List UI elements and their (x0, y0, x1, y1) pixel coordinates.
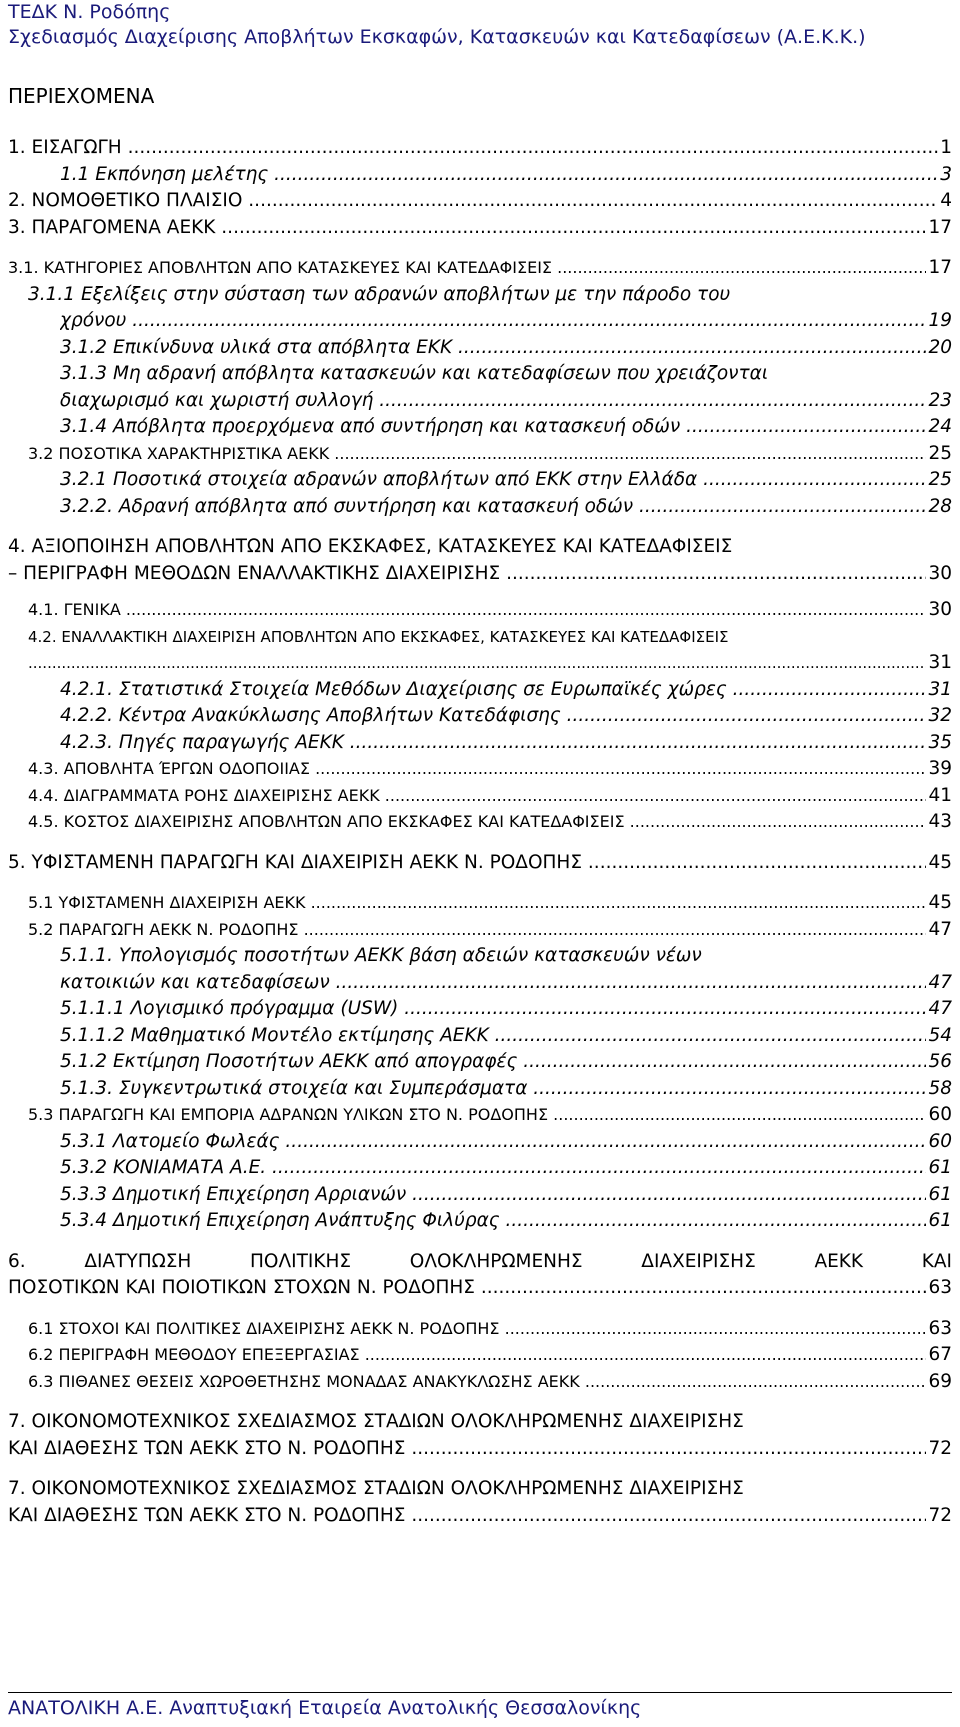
toc-entry[interactable]: 3. ΠΑΡΑΓΟΜΕΝΑ ΑΕΚΚ ..... 17 (8, 215, 952, 242)
toc-entry[interactable]: 5.3.1 Λατομείο Φωλεάς ..... 60 (8, 1129, 952, 1156)
toc-entry[interactable]: 1.1 Εκπόνηση μελέτης ..... 3 (8, 162, 952, 189)
toc-entry[interactable]: 3.1.3 Μη αδρανή απόβλητα κατασκευών και κατεδαφίσεων που χρειάζονται διαχωρισμό και χωριστή συλλογή ..... 23 (8, 361, 952, 414)
toc-entry[interactable]: 5.1 ΥΦΙΣΤΑΜΕΝΗ ΔΙΑΧΕΙΡΙΣΗ ΑΕΚΚ ..... 45 (8, 890, 952, 917)
toc-entry[interactable]: 5.1.1. Υπολογισμός ποσοτήτων ΑΕΚΚ βάση αδειών κατασκευών νέων κατοικιών και κατεδαφίσεων ..... 47 (8, 943, 952, 996)
toc-entry[interactable]: 1. ΕΙΣΑΓΩΓΗ ..... 1 (8, 135, 952, 162)
toc-entry[interactable]: 4. ΑΞΙΟΠΟΙΗΣΗ ΑΠΟΒΛΗΤΩΝ ΑΠΟ ΕΚΣΚΑΦΕΣ, ΚΑΤΑΣΚΕΥΕΣ ΚΑΙ ΚΑΤΕΔΑΦΙΣΕΙΣ – ΠΕΡΙΓΡΑΦΗ ΜΕΘΟΔΩΝ ΕΝΑΛΛΑΚΤΙΚΗΣ ΔΙΑΧΕΙΡΙΣΗΣ ..... 30 (8, 534, 952, 587)
document-footer: ΑΝΑΤΟΛΙΚΗ Α.Ε. Αναπτυξιακή Εταιρεία Ανατολικής Θεσσαλονίκης (8, 1697, 642, 1719)
toc-entry[interactable]: 4.3. ΑΠΟΒΛΗΤΑ ΈΡΓΩΝ ΟΔΟΠΟΙΙΑΣ ..... 39 (8, 756, 952, 783)
toc-entry[interactable]: 3.2 ΠΟΣΟΤΙΚΑ ΧΑΡΑΚΤΗΡΙΣΤΙΚΑ ΑΕΚΚ ..... 25 (8, 441, 952, 468)
toc-entry[interactable]: 2. ΝΟΜΟΘΕΤΙΚΟ ΠΛΑΙΣΙΟ ..... 4 (8, 188, 952, 215)
document-header (8, 0, 866, 50)
toc-entry[interactable]: 5.3.4 Δημοτική Επιχείρηση Ανάπτυξης Φιλύρας ..... 61 (8, 1208, 952, 1235)
toc-entry[interactable]: 3.1. ΚΑΤΗΓΟΡΙΕΣ ΑΠΟΒΛΗΤΩΝ ΑΠΟ ΚΑΤΑΣΚΕΥΕΣ ΚΑΙ ΚΑΤΕΔΑΦΙΣΕΙΣ ..... 17 (8, 255, 952, 282)
toc-entry[interactable]: 5.1.1.1 Λογισμικό πρόγραμμα (USW) ..... 47 (8, 996, 952, 1023)
toc-entry[interactable]: 6. ΔΙΑΤΥΠΩΣΗ ΠΟΛΙΤΙΚΗΣ ΟΛΟΚΛΗΡΩΜΕΝΗΣ ΔΙΑΧΕΙΡΙΣΗΣ ΑΕΚΚ ΚΑΙ ΠΟΣΟΤΙΚΩΝ ΚΑΙ ΠΟΙΟΤΙΚΩΝ ΣΤΟΧΩΝ Ν. ΡΟΔΟΠΗΣ ..... 63 (8, 1249, 952, 1302)
toc-entry[interactable]: 5.1.2 Εκτίμηση Ποσοτήτων ΑΕΚΚ από απογραφές ..... 56 (8, 1049, 952, 1076)
toc-entry[interactable]: 5.3.2 ΚΟΝΙΑΜΑΤΑ Α.Ε. ..... 61 (8, 1155, 952, 1182)
toc-entry[interactable]: 4.2.2. Κέντρα Ανακύκλωσης Αποβλήτων Κατεδάφισης ..... 32 (8, 703, 952, 730)
toc-entry[interactable]: 5.3.3 Δημοτική Επιχείρηση Αρριανών ..... 61 (8, 1182, 952, 1209)
toc-entry[interactable]: 6.2 ΠΕΡΙΓΡΑΦΗ ΜΕΘΟΔΟΥ ΕΠΕΞΕΡΓΑΣΙΑΣ ..... 67 (8, 1342, 952, 1369)
toc-entry[interactable]: 4.2.1. Στατιστικά Στοιχεία Μεθόδων Διαχείρισης σε Ευρωπαϊκές χώρες ..... 31 (8, 677, 952, 704)
toc-entry[interactable]: 4.1. ΓΕΝΙΚΑ ..... 30 (8, 597, 952, 624)
toc-entry[interactable]: 5. ΥΦΙΣΤΑΜΕΝΗ ΠΑΡΑΓΩΓΗ ΚΑΙ ΔΙΑΧΕΙΡΙΣΗ ΑΕΚΚ Ν. ΡΟΔΟΠΗΣ ..... 45 (8, 850, 952, 877)
toc-entry[interactable]: 4.5. ΚΟΣΤΟΣ ΔΙΑΧΕΙΡΙΣΗΣ ΑΠΟΒΛΗΤΩΝ ΑΠΟ ΕΚΣΚΑΦΕΣ ΚΑΙ ΚΑΤΕΔΑΦΙΣΕΙΣ ..... 43 (8, 809, 952, 836)
toc-entry[interactable]: 5.3 ΠΑΡΑΓΩΓΗ ΚΑΙ ΕΜΠΟΡΙΑ ΑΔΡΑΝΩΝ ΥΛΙΚΩΝ ΣΤΟ Ν. ΡΟΔΟΠΗΣ ..... 60 (8, 1102, 952, 1129)
toc-entry[interactable]: 3.1.4 Απόβλητα προερχόμενα από συντήρηση και κατασκευή οδών ..... 24 (8, 414, 952, 441)
toc-entry[interactable]: 3.2.1 Ποσοτικά στοιχεία αδρανών αποβλήτων από ΕΚΚ στην Ελλάδα ..... 25 (8, 467, 952, 494)
page-title: ΠΕΡΙΕΧΟΜΕΝΑ (8, 84, 155, 108)
toc-entry[interactable]: 3.1.1 Εξελίξεις στην σύσταση των αδρανών αποβλήτων με την πάροδο του χρόνου ..... 19 (8, 282, 952, 335)
toc-entry[interactable]: 4.4. ΔΙΑΓΡΑΜΜΑΤΑ ΡΟΗΣ ΔΙΑΧΕΙΡΙΣΗΣ ΑΕΚΚ ..... 41 (8, 783, 952, 810)
toc-entry[interactable]: 3.1.2 Επικίνδυνα υλικά στα απόβλητα ΕΚΚ ..... 20 (8, 335, 952, 362)
toc-entry[interactable]: 5.1.1.2 Μαθηματικό Μοντέλο εκτίμησης ΑΕΚΚ ..... 54 (8, 1023, 952, 1050)
header-project-title: Σχεδιασμός Διαχείρισης Αποβλήτων Εκσκαφών, Κατασκευών και Κατεδαφίσεων (Α.Ε.Κ.Κ.) (8, 26, 866, 48)
toc-entry[interactable]: 4.2.3. Πηγές παραγωγής ΑΕΚΚ ..... 35 (8, 730, 952, 757)
toc-entry[interactable]: 6.1 ΣΤΟΧΟΙ ΚΑΙ ΠΟΛΙΤΙΚΕΣ ΔΙΑΧΕΙΡΙΣΗΣ ΑΕΚΚ Ν. ΡΟΔΟΠΗΣ ..... 63 (8, 1316, 952, 1343)
header-organization: ΤΕΔΚ Ν. Ροδόπης (8, 1, 171, 23)
toc-entry[interactable]: 4.2. ΕΝΑΛΛΑΚΤΙΚΗ ΔΙΑΧΕΙΡΙΣΗ ΑΠΟΒΛΗΤΩΝ ΑΠΟ ΕΚΣΚΑΦΕΣ, ΚΑΤΑΣΚΕΥΕΣ ΚΑΙ ΚΑΤΕΔΑΦΙΣΕΙΣ ..... 31 (8, 624, 952, 677)
toc-entry[interactable]: 6.3 ΠΙΘΑΝΕΣ ΘΕΣΕΙΣ ΧΩΡΟΘΕΤΗΣΗΣ ΜΟΝΑΔΑΣ ΑΝΑΚΥΚΛΩΣΗΣ ΑΕΚΚ ..... 69 (8, 1369, 952, 1396)
toc-entry[interactable]: 5.1.3. Συγκεντρωτικά στοιχεία και Συμπεράσματα ..... 58 (8, 1076, 952, 1103)
toc-entry[interactable]: 5.2 ΠΑΡΑΓΩΓΗ ΑΕΚΚ Ν. ΡΟΔΟΠΗΣ ..... 47 (8, 917, 952, 944)
toc-entry[interactable]: 7. ΟΙΚΟΝΟΜΟΤΕΧΝΙΚΟΣ ΣΧΕΔΙΑΣΜΟΣ ΣΤΑΔΙΩΝ ΟΛΟΚΛΗΡΩΜΕΝΗΣ ΔΙΑΧΕΙΡΙΣΗΣ ΚΑΙ ΔΙΑΘΕΣΗΣ ΤΩΝ ΑΕΚΚ ΣΤΟ Ν. ΡΟΔΟΠΗΣ ..... 72 (8, 1476, 952, 1529)
toc-entry[interactable]: 3.2.2. Αδρανή απόβλητα από συντήρηση και κατασκευή οδών ..... 28 (8, 494, 952, 521)
table-of-contents (8, 135, 952, 1529)
toc-entry[interactable]: 7. ΟΙΚΟΝΟΜΟΤΕΧΝΙΚΟΣ ΣΧΕΔΙΑΣΜΟΣ ΣΤΑΔΙΩΝ ΟΛΟΚΛΗΡΩΜΕΝΗΣ ΔΙΑΧΕΙΡΙΣΗΣ ΚΑΙ ΔΙΑΘΕΣΗΣ ΤΩΝ ΑΕΚΚ ΣΤΟ Ν. ΡΟΔΟΠΗΣ ..... 72 (8, 1409, 952, 1462)
footer-divider (8, 1692, 952, 1693)
